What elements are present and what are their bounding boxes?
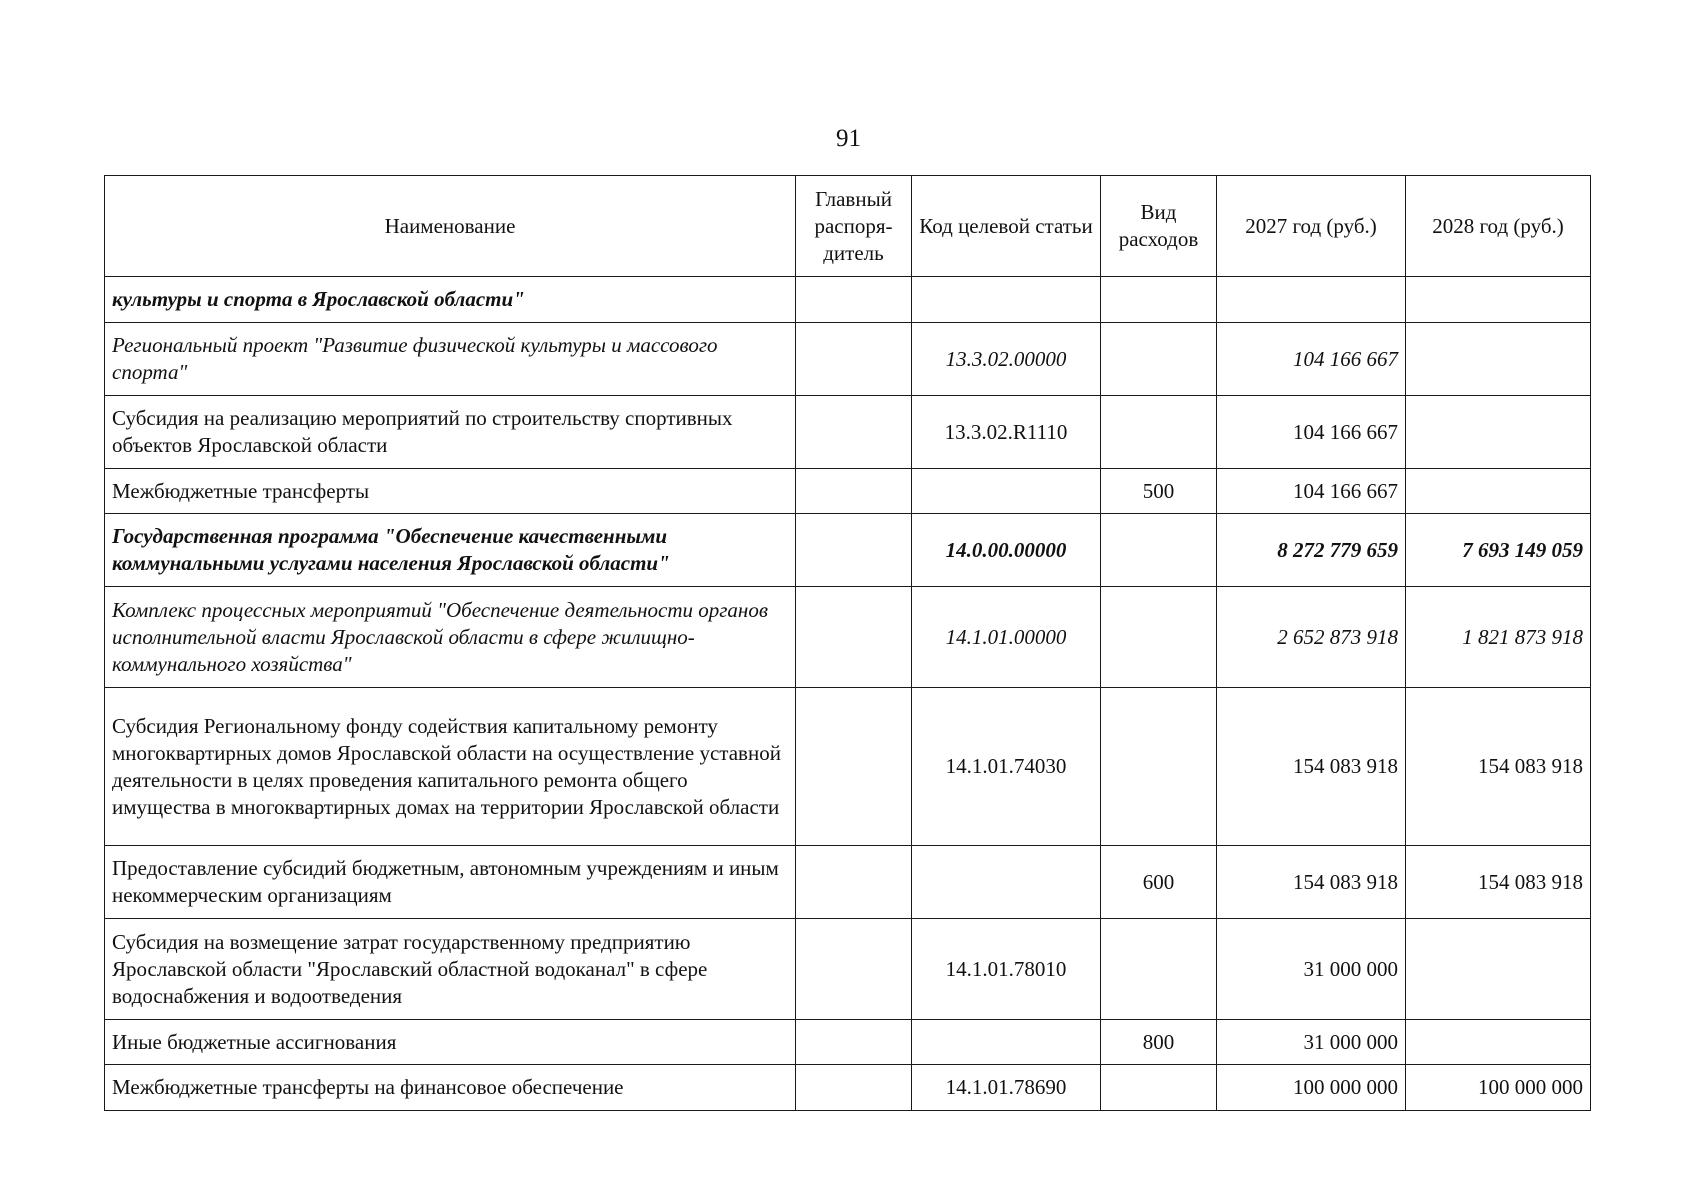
row-year-2027: 104 166 667 [1217, 323, 1406, 396]
row-year-2027: 154 083 918 [1217, 688, 1406, 846]
row-name: Межбюджетные трансферты на финансовое обеспечение [105, 1065, 796, 1111]
row-year-2028: 1 821 873 918 [1406, 587, 1591, 688]
table-row [105, 587, 1591, 688]
table-row [105, 277, 1591, 323]
row-expense-type [1101, 396, 1217, 469]
row-target-code [912, 1020, 1101, 1065]
row-target-code [912, 846, 1101, 919]
table-row [105, 1020, 1591, 1065]
row-name: Субсидия Региональному фонду содействия капитальному ремонту многоквартирных домов Ярославской области на осуществление уставной деятельности в целях проведения капитального ремонта общего имущества в многоквартирных домах на территории Ярославской области [105, 688, 796, 846]
row-expense-type: 800 [1101, 1020, 1217, 1065]
row-year-2028 [1406, 396, 1591, 469]
row-expense-type [1101, 919, 1217, 1020]
row-year-2028 [1406, 1020, 1591, 1065]
row-main-manager [796, 1065, 912, 1111]
row-expense-type [1101, 323, 1217, 396]
header-main-manager: Главный распоря-дитель [796, 176, 912, 277]
row-target-code: 14.1.01.78010 [912, 919, 1101, 1020]
row-name: культуры и спорта в Ярославской области" [105, 277, 796, 323]
header-expense-type: Вид расходов [1101, 176, 1217, 277]
row-expense-type [1101, 277, 1217, 323]
row-main-manager [796, 688, 912, 846]
row-main-manager [796, 396, 912, 469]
row-target-code [912, 277, 1101, 323]
row-expense-type [1101, 587, 1217, 688]
row-year-2027 [1217, 277, 1406, 323]
row-target-code: 14.1.01.78690 [912, 1065, 1101, 1111]
row-main-manager [796, 587, 912, 688]
row-main-manager [796, 323, 912, 396]
page-number: 91 [836, 125, 861, 152]
row-target-code [912, 469, 1101, 514]
row-expense-type [1101, 1065, 1217, 1111]
table-row [105, 396, 1591, 469]
row-year-2027: 31 000 000 [1217, 919, 1406, 1020]
table-row [105, 1065, 1591, 1111]
row-main-manager [796, 277, 912, 323]
row-target-code: 14.1.01.00000 [912, 587, 1101, 688]
table-row [105, 323, 1591, 396]
row-expense-type [1101, 688, 1217, 846]
row-year-2027: 104 166 667 [1217, 469, 1406, 514]
row-year-2027: 8 272 779 659 [1217, 514, 1406, 587]
row-year-2027: 100 000 000 [1217, 1065, 1406, 1111]
table-row [105, 514, 1591, 587]
row-target-code: 13.3.02.00000 [912, 323, 1101, 396]
header-name: Наименование [105, 176, 796, 277]
row-name: Государственная программа "Обеспечение качественными коммунальными услугами населения Ярославской области" [105, 514, 796, 587]
row-expense-type [1101, 514, 1217, 587]
row-year-2028 [1406, 323, 1591, 396]
row-year-2028: 154 083 918 [1406, 688, 1591, 846]
row-year-2027: 31 000 000 [1217, 1020, 1406, 1065]
budget-table [104, 175, 1591, 1111]
header-year-2027: 2027 год (руб.) [1217, 176, 1406, 277]
row-year-2028 [1406, 919, 1591, 1020]
row-main-manager [796, 469, 912, 514]
table-header-row [105, 176, 1591, 277]
row-year-2028 [1406, 469, 1591, 514]
row-year-2027: 104 166 667 [1217, 396, 1406, 469]
table-row [105, 469, 1591, 514]
row-name: Иные бюджетные ассигнования [105, 1020, 796, 1065]
table-row [105, 919, 1591, 1020]
row-name: Предоставление субсидий бюджетным, автономным учреждениям и иным некоммерческим организациям [105, 846, 796, 919]
row-main-manager [796, 919, 912, 1020]
row-year-2028: 100 000 000 [1406, 1065, 1591, 1111]
row-name: Межбюджетные трансферты [105, 469, 796, 514]
header-year-2028: 2028 год (руб.) [1406, 176, 1591, 277]
row-name: Субсидия на реализацию мероприятий по строительству спортивных объектов Ярославской области [105, 396, 796, 469]
row-year-2027: 2 652 873 918 [1217, 587, 1406, 688]
row-year-2028: 7 693 149 059 [1406, 514, 1591, 587]
row-main-manager [796, 1020, 912, 1065]
row-name: Субсидия на возмещение затрат государственному предприятию Ярославской области "Ярославский областной водоканал" в сфере водоснабжения и водоотведения [105, 919, 796, 1020]
row-year-2028 [1406, 277, 1591, 323]
row-main-manager [796, 846, 912, 919]
row-expense-type: 600 [1101, 846, 1217, 919]
row-expense-type: 500 [1101, 469, 1217, 514]
row-name: Региональный проект "Развитие физической культуры и массового спорта" [105, 323, 796, 396]
table-row [105, 688, 1591, 846]
row-name: Комплекс процессных мероприятий "Обеспечение деятельности органов исполнительной власти Ярославской области в сфере жилищно-коммунального хозяйства" [105, 587, 796, 688]
row-year-2028: 154 083 918 [1406, 846, 1591, 919]
row-target-code: 14.0.00.00000 [912, 514, 1101, 587]
row-main-manager [796, 514, 912, 587]
row-year-2027: 154 083 918 [1217, 846, 1406, 919]
row-target-code: 13.3.02.R1110 [912, 396, 1101, 469]
header-target-code: Код целевой статьи [912, 176, 1101, 277]
row-target-code: 14.1.01.74030 [912, 688, 1101, 846]
table-row [105, 846, 1591, 919]
